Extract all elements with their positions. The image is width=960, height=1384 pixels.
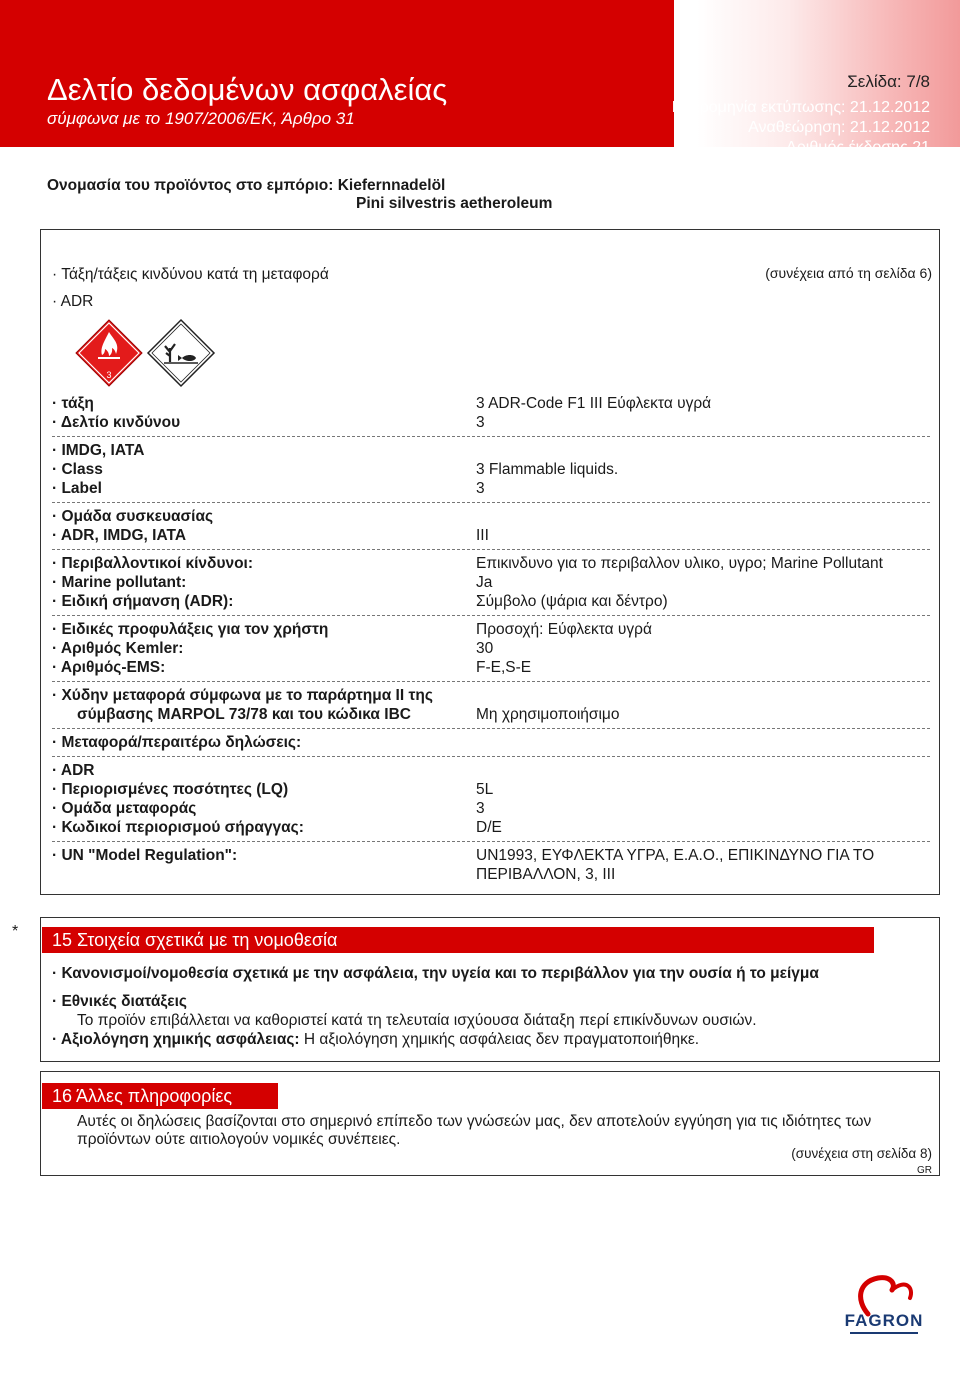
divider [52, 728, 930, 729]
section15-title: 15 Στοιχεία σχετικά με τη νομοθεσία [42, 927, 874, 953]
divider [52, 681, 930, 682]
divider [52, 549, 930, 550]
divider [52, 841, 930, 842]
regulations-heading: · Κανονισμοί/νομοθεσία σχετικά με την ασφάλεια, την υγεία και το περιβάλλον για την ουσία ή το μείγμα [52, 965, 819, 982]
hazard-pictograms [74, 318, 222, 388]
other-info-text: Αυτές οι δηλώσεις βασίζονται στο σημερινό επίπεδο των γνώσεών μας, δεν αποτελούν εγγύηση για τις ιδιότητες των [77, 1113, 872, 1130]
packing-group-label: · ADR, IMDG, IATA [52, 527, 187, 544]
precautions-value: Προσοχή: Εύφλεκτα υγρά [476, 621, 652, 638]
transport-group-label: · Ομάδα μεταφοράς [52, 800, 197, 817]
marine-pollutant-label: · Marine pollutant: [52, 574, 187, 591]
tunnel-code-label: · Κωδικοί περιορισμού σήραγγας: [52, 819, 304, 836]
limited-quantities-value: 5L [476, 781, 494, 798]
csa-label: · Αξιολόγηση χημικής ασφάλειας: [52, 1031, 300, 1048]
bulk-transport-value: Μη χρησιμοποιήσιμο [476, 706, 620, 723]
packing-group-value: III [476, 527, 489, 544]
divider [52, 756, 930, 757]
revision-asterisk: * [12, 923, 19, 940]
print-date: Ημερομηνία εκτύπωσης: 21.12.2012 [671, 99, 930, 116]
marine-pollutant-value: Ja [476, 574, 493, 591]
continued-from: (συνέχεια από τη σελίδα 6) [765, 265, 932, 281]
product-name-line2: Pini silvestris aetheroleum [356, 195, 553, 212]
csa-text: Η αξιολόγηση χημικής ασφάλειας δεν πραγματοποιήθηκε. [299, 1031, 700, 1048]
kemler-value: 30 [476, 640, 494, 657]
env-hazards-value: Επικινδυνο για το περιβαλλον υλικο, υγρο; Marine Pollutant [476, 555, 883, 572]
danger-label: · Δελτίο κινδύνου [52, 414, 181, 431]
svg-text:3: 3 [106, 370, 112, 380]
continued-to: (συνέχεια στη σελίδα 8) [791, 1146, 932, 1161]
hazard-class-heading: · Τάξη/τάξεις κινδύνου κατά τη μεταφορά [52, 266, 329, 283]
transport-group-value: 3 [476, 800, 485, 817]
document-title: Δελτίο δεδομένων ασφαλείας [47, 72, 448, 107]
further-info-heading: · Μεταφορά/περαιτέρω δηλώσεις: [52, 734, 302, 751]
divider [52, 615, 930, 616]
packing-group-heading: · Ομάδα συσκευασίας [52, 508, 214, 525]
precautions-label: · Ειδικές προφυλάξεις για τον χρήστη [52, 621, 329, 638]
revision-date: Αναθεώρηση: 21.12.2012 [748, 119, 930, 136]
product-name: Ονομασία του προϊόντος στο εμπόριο: Kiefernnadelöl [47, 177, 446, 194]
kemler-label: · Αριθμός Kemler: [52, 640, 184, 657]
logo-text: FAGRON [844, 1311, 924, 1330]
env-hazards-label: · Περιβαλλοντικοί κίνδυνοι: [52, 555, 254, 572]
environment-hazard-icon [148, 320, 214, 386]
imdg-label-label: · Label [52, 480, 102, 497]
chemical-safety-assessment [52, 1031, 699, 1049]
adr-heading: · ADR [52, 293, 94, 310]
imdg-label-value: 3 [476, 480, 485, 497]
document-subtitle: σύμφωνα με το 1907/2006/ΕΚ, Άρθρο 31 [47, 109, 355, 128]
divider [52, 436, 930, 437]
national-regulations-heading: · Εθνικές διατάξεις [52, 993, 187, 1010]
other-info-text-line2: προϊόντων ούτε αιτιολογούν νομικές συνέπειες. [77, 1131, 401, 1148]
un-model-value: UN1993, ΕΥΦΛΕΚΤΑ ΥΓΡΑ, Ε.Α.Ο., ΕΠΙΚΙΝΔΥΝΟ ΓΙΑ ΤΟ [476, 847, 875, 864]
danger-value: 3 [476, 414, 485, 431]
class-label: · τάξη [52, 395, 94, 412]
class-value: 3 ADR-Code F1 III Εύφλεκτα υγρά [476, 395, 712, 412]
adr-further-heading: · ADR [52, 762, 95, 779]
ems-label: · Αριθμός-EMS: [52, 659, 166, 676]
special-marking-label: · Ειδική σήμανση (ADR): [52, 593, 234, 610]
version-number: Αριθμός έκδοσης 21 [786, 139, 930, 156]
fagron-logo [836, 1270, 932, 1350]
imdg-class-value: 3 Flammable liquids. [476, 461, 619, 478]
bulk-transport-label-line2: σύμβασης MARPOL 73/78 και του κώδικα IBC [77, 706, 411, 723]
un-model-value-line2: ΠΕΡΙΒΑΛΛΟΝ, 3, III [476, 866, 616, 883]
national-regulations-text: Το προϊόν επιβάλλεται να καθοριστεί κατά τη τελευταία ισχύουσα διάταξη περί επικίνδυνων ουσιών. [77, 1012, 757, 1029]
tunnel-code-value: D/E [476, 819, 502, 836]
special-marking-value: Σύμβολο (ψάρια και δέντρο) [476, 593, 668, 610]
limited-quantities-label: · Περιορισμένες ποσότητες (LQ) [52, 781, 289, 798]
page-number: Σελίδα: 7/8 [847, 72, 930, 91]
bulk-transport-label: · Χύδην μεταφορά σύμφωνα με το παράρτημα II της [52, 687, 433, 704]
language-code: GR [917, 1165, 932, 1176]
section16-title: 16 Άλλες πληροφορίες [42, 1083, 278, 1109]
un-model-label: · UN "Model Regulation": [52, 847, 238, 864]
imdg-iata-heading: · IMDG, IATA [52, 442, 145, 459]
ems-value: F-E,S-E [476, 659, 532, 676]
flammable-liquid-icon [76, 320, 142, 386]
divider [52, 502, 930, 503]
imdg-class-label: · Class [52, 461, 103, 478]
